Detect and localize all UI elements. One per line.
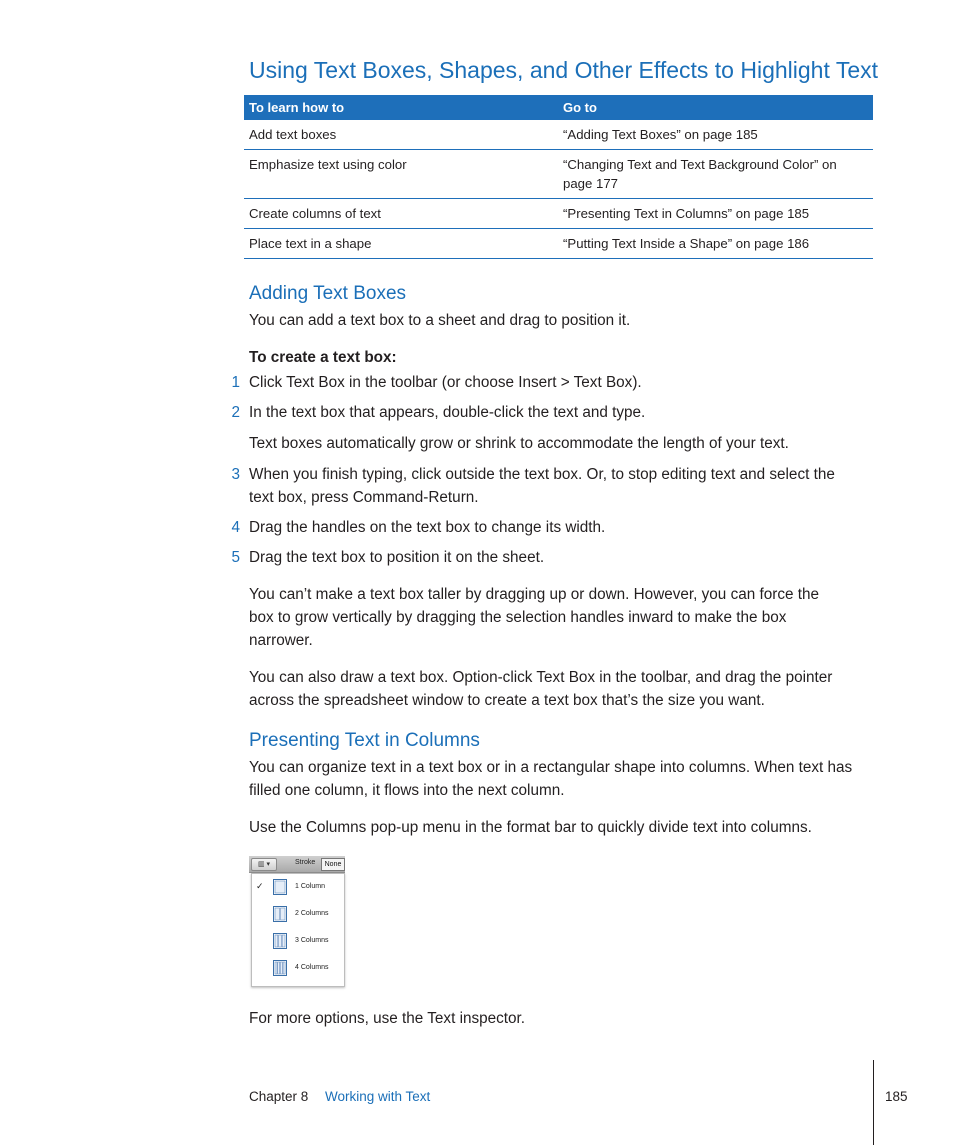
menu-item-label: 2 Columns	[295, 910, 329, 917]
step-text: Click Text Box in the toolbar (or choose Insert > Text Box).	[249, 374, 642, 391]
table-cell: Emphasize text using color	[249, 157, 407, 172]
paragraph: For more options, use the Text inspector.	[249, 1010, 526, 1027]
page-title: Using Text Boxes, Shapes, and Other Effects to Highlight Text	[249, 57, 879, 83]
table-row	[244, 120, 873, 150]
columns-icon: ▥ ▾	[257, 861, 271, 868]
page-number: 185	[885, 1089, 908, 1104]
step-text: Drag the text box to position it on the sheet.	[249, 549, 545, 566]
table-cell: Place text in a shape	[249, 236, 372, 251]
step-number: 4	[231, 519, 240, 536]
table-cell: “Putting Text Inside a Shape” on page 186	[563, 236, 810, 251]
four-columns-icon	[273, 960, 287, 976]
table-cell: Add text boxes	[249, 127, 337, 142]
menu-item-label: 4 Columns	[295, 964, 329, 971]
paragraph: You can also draw a text box. Option-click Text Box in the toolbar, and drag the pointer across the spreadsheet window to create a text box that’s the size you want.	[249, 669, 833, 709]
step-number: 3	[231, 466, 240, 483]
one-column-icon	[273, 879, 287, 895]
task-heading: To create a text box:	[249, 349, 397, 366]
menu-item-label: 3 Columns	[295, 937, 329, 944]
columns-popup-menu-screenshot	[249, 856, 345, 987]
columns-popup-button[interactable]	[251, 858, 277, 871]
table-row	[244, 229, 873, 259]
table-row	[244, 199, 873, 229]
menu-item-label: 1 Column	[295, 883, 325, 890]
step-number: 2	[231, 404, 240, 421]
table-cell: “Adding Text Boxes” on page 185	[563, 127, 758, 142]
section-heading-presenting-text-in-columns: Presenting Text in Columns	[249, 730, 480, 751]
menu-item-1-column[interactable]	[252, 877, 344, 899]
stroke-label: Stroke	[295, 859, 316, 866]
step-text: Drag the handles on the text box to change its width.	[249, 519, 606, 536]
table-cell: “Presenting Text in Columns” on page 185	[563, 206, 810, 221]
two-columns-icon	[273, 906, 287, 922]
step-number: 1	[231, 374, 240, 391]
menu-item-3-columns[interactable]	[252, 931, 344, 953]
footer-chapter-title: Working with Text	[325, 1089, 431, 1104]
footer-divider	[873, 1060, 874, 1145]
table-cell: Create columns of text	[249, 206, 381, 221]
step-text: When you finish typing, click outside the text box. Or, to stop editing text and select the text box, press Command-Return.	[249, 466, 835, 506]
table-row	[244, 150, 873, 199]
paragraph: You can organize text in a text box or in a rectangular shape into columns. When text has filled one column, it flows into the next column.	[249, 759, 853, 799]
table-header-cell: To learn how to	[249, 100, 345, 115]
footer-chapter: Chapter 8	[249, 1089, 309, 1104]
menu-item-4-columns[interactable]	[252, 958, 344, 980]
step-number: 5	[231, 549, 240, 566]
three-columns-icon	[273, 933, 287, 949]
section-intro: You can add a text box to a sheet and drag to position it.	[249, 312, 631, 329]
step-note: Text boxes automatically grow or shrink to accommodate the length of your text.	[249, 435, 789, 452]
stroke-popup[interactable]: None	[321, 858, 345, 871]
step-text: In the text box that appears, double-click the text and type.	[249, 404, 646, 421]
table-header	[244, 95, 873, 120]
menu-item-2-columns[interactable]	[252, 904, 344, 926]
paragraph: Use the Columns pop-up menu in the format bar to quickly divide text into columns.	[249, 819, 812, 836]
checkmark-icon: ✓	[256, 881, 264, 891]
table-header-cell: Go to	[563, 100, 597, 115]
columns-menu	[251, 873, 345, 987]
table-cell: “Changing Text and Text Background Color” on page 177	[563, 157, 837, 191]
section-heading-adding-text-boxes: Adding Text Boxes	[249, 283, 407, 304]
format-bar	[249, 856, 345, 873]
paragraph: You can’t make a text box taller by dragging up or down. However, you can force the box to grow vertically by dragging the selection handles inward to make the box narrower.	[249, 586, 820, 649]
reference-table	[244, 95, 873, 259]
